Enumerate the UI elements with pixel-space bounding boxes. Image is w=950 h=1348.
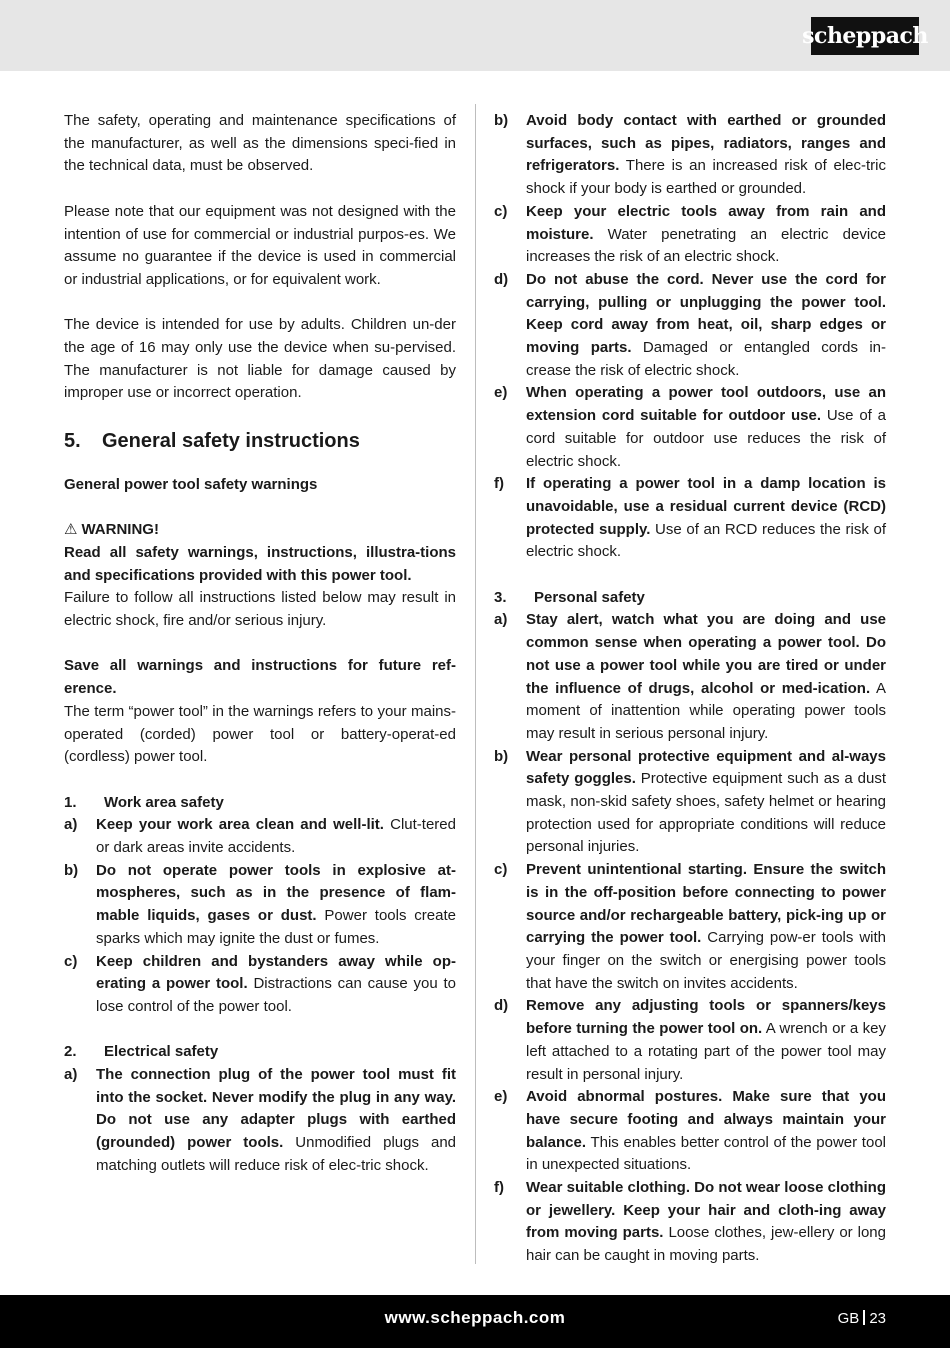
subsection-title: Personal safety xyxy=(534,588,645,606)
subsection-number: 2. xyxy=(64,1043,77,1061)
separator xyxy=(863,1310,865,1325)
item-bold: Avoid abnormal postures. Make sure that you have secure footing and always maintain your balance. xyxy=(526,1088,886,1151)
item-label: e) xyxy=(494,1088,508,1106)
item-bold: If operating a power tool in a damp location is unavoidable, use a residual current device (RCD) protected supply. xyxy=(526,475,886,538)
item-bold: Remove any adjusting tools or spanners/keys before turning the power tool on. xyxy=(526,997,886,1038)
item-bold: Do not operate power tools in explosive at-mospheres, such as in the presence of flam-mable liquids, gases or dust. xyxy=(96,861,456,925)
item-label: b) xyxy=(494,112,509,129)
section-number: 5. xyxy=(64,429,81,452)
warning-text: Failure to follow all instructions listed below may result in electric shock, fire and/or serious injury. xyxy=(64,589,456,629)
item-label: a) xyxy=(64,1066,78,1084)
language-code: GB xyxy=(837,1310,860,1327)
warning-bold-text: Read all safety warnings, instructions, illustra-tions and specifications provided with this power tool. xyxy=(64,543,456,584)
page-header xyxy=(0,0,950,71)
item-text: There is an increased risk of elec-tric shock if your body is earthed or grounded. xyxy=(526,157,886,198)
item-bold: Keep children and bystanders away while op-erating a power tool. xyxy=(96,952,456,993)
item-label: e) xyxy=(494,384,508,402)
item-text: Clut-tered or dark areas invite accidents. xyxy=(96,816,456,856)
item-label: d) xyxy=(494,997,509,1015)
brand-logo: scheppach xyxy=(811,17,919,55)
subsection-title: Work area safety xyxy=(104,793,224,811)
item-label: c) xyxy=(494,202,508,220)
paragraph-commercial-use: Please note that our equipment was not designed with the intention of use for commercial or industrial purpos-es. We assume no guarantee if the device is used in commercial or industrial applications, or for equivalent work. xyxy=(64,202,456,288)
item-label: c) xyxy=(494,861,508,879)
list-item xyxy=(494,110,886,201)
page-indicator xyxy=(838,1310,886,1327)
item-text: Distractions can cause you to lose control of the power tool. xyxy=(96,975,456,1015)
save-instructions-bold: Save all warnings and instructions for future ref-erence. xyxy=(64,657,456,698)
item-text: Loose clothes, jew-ellery or long hair can be caught in moving parts. xyxy=(526,1224,886,1265)
item-text: Protective equipment such as a dust mask, non-skid safety shoes, safety helmet or hearing protection used for appropriate conditions will reduce personal injuries. xyxy=(526,770,886,856)
item-text: Power tools create sparks which may ignite the dust or fumes. xyxy=(96,907,456,947)
item-label: b) xyxy=(64,861,79,879)
list-item xyxy=(64,814,456,859)
item-text: Carrying pow-er tools with your finger on the switch or energising power tools that have the switch on invites accidents. xyxy=(526,929,886,992)
subsection-number: 3. xyxy=(494,588,507,606)
item-bold: Wear personal protective equipment and al-ways safety goggles. xyxy=(526,747,886,788)
item-text: A wrench or a key left attached to a rotating part of the power tool may result in personal injury. xyxy=(526,1020,886,1083)
list-item xyxy=(64,1064,456,1178)
warning-heading xyxy=(64,519,456,542)
save-instructions-text: The term “power tool” in the warnings refers to your mains-operated (corded) power tool or battery-operat-ed (cordless) power tool. xyxy=(64,702,456,766)
item-bold: Keep your work area clean and well-lit. xyxy=(96,816,384,834)
item-text: Use of a cord suitable for outdoor use reduces the risk of electric shock. xyxy=(526,407,887,470)
list-item xyxy=(494,382,886,473)
item-label: b) xyxy=(494,747,509,765)
item-text: A moment of inattention while operating power tools may result in serious personal injury. xyxy=(526,679,886,742)
left-column xyxy=(64,110,456,1178)
item-bold: Keep your electric tools away from rain and moisture. xyxy=(526,202,886,243)
subsection-electrical xyxy=(64,1041,456,1064)
item-bold: Stay alert, watch what you are doing and use common sense when operating a power tool. Do not use a power tool while you are tired or under the influence of drugs, alcohol or med-ication. xyxy=(526,611,886,697)
list-item xyxy=(494,1177,886,1268)
subsection-work-area xyxy=(64,792,456,815)
item-label: a) xyxy=(64,816,78,834)
subsection-personal-safety xyxy=(494,587,886,610)
item-text: Use of an RCD reduces the risk of electric shock. xyxy=(526,520,886,561)
paragraph-specifications: The safety, operating and maintenance specifications of the manufacturer, as well as the dimensions speci-fied in the technical data, must be observed. xyxy=(64,112,456,175)
list-item xyxy=(494,746,886,860)
list-item xyxy=(64,951,456,1019)
list-item xyxy=(494,201,886,269)
item-text: This enables better control of the power tool in unexpected situations. xyxy=(526,1133,886,1174)
website-link[interactable]: www.scheppach.com xyxy=(384,1308,566,1327)
item-bold: The connection plug of the power tool must fit into the socket. Never modify the plug in any way. Do not use any adapter plugs with earthed (grounded) power tools. xyxy=(96,1066,456,1152)
item-label: c) xyxy=(64,952,78,970)
item-label: a) xyxy=(494,611,508,629)
item-bold: When operating a power tool outdoors, use an extension cord suitable for outdoor use. xyxy=(526,384,886,425)
list-item xyxy=(494,473,886,564)
section-heading xyxy=(64,428,456,454)
list-item xyxy=(64,860,456,951)
list-item xyxy=(494,269,886,383)
list-item xyxy=(494,609,886,745)
list-item xyxy=(494,1086,886,1177)
subsection-number: 1. xyxy=(64,793,77,811)
item-label: f) xyxy=(494,475,504,493)
page-number: 23 xyxy=(869,1310,886,1327)
item-bold: Avoid body contact with earthed or grounded surfaces, such as pipes, radiators, ranges and refrigerators. xyxy=(526,112,886,175)
item-bold: Prevent unintentional starting. Ensure the switch is in the off-position before connecting to power source and/or rechargeable battery, pick-ing up or carrying the power tool. xyxy=(526,861,886,947)
warning-label: WARNING! xyxy=(81,521,159,539)
column-divider xyxy=(475,104,476,1264)
item-label: f) xyxy=(494,1179,504,1197)
item-label: d) xyxy=(494,270,509,288)
item-text: Damaged or entangled cords in-crease the risk of electric shock. xyxy=(526,339,886,379)
list-item xyxy=(494,995,886,1086)
page-footer xyxy=(0,1295,950,1348)
item-text: Water penetrating an electric device increases the risk of an electric shock. xyxy=(526,225,886,266)
warning-triangle-icon: ⚠ xyxy=(64,521,78,539)
section-title: General safety instructions xyxy=(102,429,360,452)
paragraph-intended-users: The device is intended for use by adults. Children un-der the age of 16 may only use the device when su-pervised. The manufacturer is not liable for damage caused by improper use or incorrect operation. xyxy=(64,316,456,402)
subsection-title: Electrical safety xyxy=(104,1043,219,1061)
list-item xyxy=(494,859,886,995)
item-bold: Wear suitable clothing. Do not wear loose clothing or jewellery. Keep your hair and cloth-ing away from moving parts. xyxy=(526,1179,886,1242)
subheading: General power tool safety warnings xyxy=(64,475,318,493)
right-column xyxy=(494,110,886,1268)
item-text: Unmodified plugs and matching outlets will reduce risk of elec-tric shock. xyxy=(96,1134,457,1174)
item-bold: Do not abuse the cord. Never use the cord for carrying, pulling or unplugging the power tool. Keep cord away from heat, oil, sharp edges or moving parts. xyxy=(526,270,886,357)
